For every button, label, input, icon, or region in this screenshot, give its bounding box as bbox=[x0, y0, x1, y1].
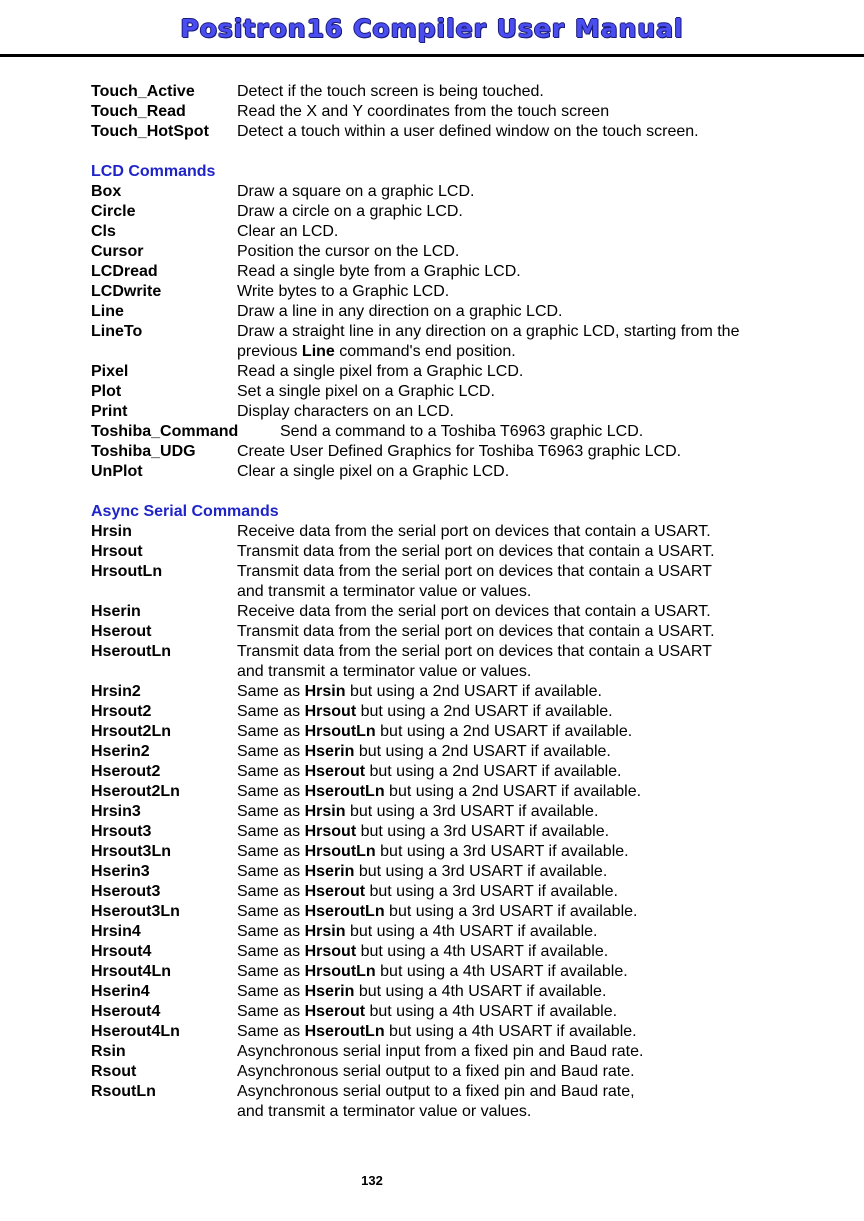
command-reference: HseroutLn bbox=[304, 903, 385, 920]
command-description bbox=[237, 322, 811, 362]
section-heading: LCD Commands bbox=[91, 163, 216, 180]
command-description bbox=[237, 742, 811, 762]
description-text: but using a 4th USART if available. bbox=[345, 923, 598, 940]
command-reference: Hserout bbox=[304, 883, 366, 900]
command-description bbox=[237, 622, 811, 642]
command-reference: Line bbox=[301, 343, 335, 360]
command-name: Toshiba_UDG bbox=[91, 443, 196, 460]
command-row bbox=[91, 742, 811, 762]
command-row bbox=[91, 402, 811, 422]
command-description bbox=[237, 282, 811, 302]
command-name: Hserout3 bbox=[91, 883, 161, 900]
command-row bbox=[91, 1042, 811, 1062]
description-text: Same as bbox=[237, 843, 305, 860]
command-description bbox=[237, 202, 811, 222]
description-text: Same as bbox=[237, 763, 305, 780]
command-description bbox=[237, 922, 811, 942]
command-row bbox=[91, 702, 811, 722]
command-row bbox=[91, 682, 811, 702]
command-description bbox=[237, 402, 811, 422]
command-name: Hrsin2 bbox=[91, 683, 141, 700]
command-row bbox=[91, 942, 811, 962]
description-text: Same as bbox=[237, 683, 305, 700]
description-text: Same as bbox=[237, 863, 305, 880]
description-text: but using a 3rd USART if available. bbox=[375, 843, 629, 860]
command-row bbox=[91, 322, 811, 362]
command-row bbox=[91, 282, 811, 302]
command-description bbox=[237, 302, 811, 322]
description-text: Same as bbox=[237, 1023, 305, 1040]
command-reference: Hrsin bbox=[304, 683, 346, 700]
description-text: Same as bbox=[237, 803, 305, 820]
command-row bbox=[91, 182, 811, 202]
command-name: Cursor bbox=[91, 243, 144, 260]
command-reference: Hserin bbox=[304, 863, 355, 880]
command-description bbox=[237, 642, 811, 682]
command-reference: Hrsout bbox=[304, 823, 357, 840]
command-description bbox=[237, 842, 811, 862]
description-text: but using a 2nd USART if available. bbox=[384, 783, 642, 800]
description-text: but using a 3rd USART if available. bbox=[365, 883, 618, 900]
command-description bbox=[237, 262, 811, 282]
command-description bbox=[237, 822, 811, 842]
command-description bbox=[237, 1002, 811, 1022]
command-row bbox=[91, 262, 811, 282]
command-description bbox=[237, 1022, 811, 1042]
command-name: Cls bbox=[91, 223, 116, 240]
command-description bbox=[237, 442, 811, 462]
command-row bbox=[91, 242, 811, 262]
command-description bbox=[237, 702, 811, 722]
command-description bbox=[237, 722, 811, 742]
command-description bbox=[237, 1062, 811, 1082]
description-text: but using a 4th USART if available. bbox=[365, 1003, 618, 1020]
command-reference: HrsoutLn bbox=[304, 963, 376, 980]
description-text: Set a single pixel on a Graphic LCD. bbox=[237, 383, 495, 400]
command-row bbox=[91, 202, 811, 222]
command-description bbox=[237, 882, 811, 902]
command-description bbox=[237, 462, 811, 482]
command-reference: Hserout bbox=[304, 1003, 366, 1020]
command-description bbox=[237, 1082, 811, 1122]
description-text: Same as bbox=[237, 943, 305, 960]
command-row bbox=[91, 622, 811, 642]
command-name: Touch_Read bbox=[91, 103, 186, 120]
description-text: but using a 4th USART if available. bbox=[384, 1023, 637, 1040]
command-name: Hrsin3 bbox=[91, 803, 141, 820]
command-reference: HrsoutLn bbox=[304, 843, 376, 860]
description-text: command's end position. bbox=[334, 343, 516, 360]
command-name: LCDwrite bbox=[91, 283, 162, 300]
command-row bbox=[91, 562, 811, 602]
command-description bbox=[237, 562, 811, 602]
command-description bbox=[237, 522, 811, 542]
command-name: Hserout2 bbox=[91, 763, 161, 780]
description-text: but using a 3rd USART if available. bbox=[354, 863, 608, 880]
description-text: but using a 2nd USART if available. bbox=[365, 763, 622, 780]
command-reference: HseroutLn bbox=[304, 1023, 385, 1040]
command-row bbox=[91, 1062, 811, 1082]
description-text: Position the cursor on the LCD. bbox=[237, 243, 460, 260]
description-text: Same as bbox=[237, 903, 305, 920]
description-text: but using a 4th USART if available. bbox=[375, 963, 628, 980]
command-description bbox=[237, 222, 811, 242]
description-text: Draw a straight line in any direction on a graphic LCD, starting from the previous bbox=[237, 323, 740, 360]
command-row bbox=[91, 862, 811, 882]
command-name: Line bbox=[91, 303, 124, 320]
description-text: Same as bbox=[237, 703, 305, 720]
description-text: but using a 2nd USART if available. bbox=[354, 743, 611, 760]
command-name: Hserout bbox=[91, 623, 152, 640]
command-description bbox=[237, 602, 811, 622]
command-name: Hrsout2 bbox=[91, 703, 152, 720]
command-row bbox=[91, 542, 811, 562]
command-description bbox=[237, 242, 811, 262]
description-text: but using a 3rd USART if available. bbox=[356, 823, 610, 840]
command-description bbox=[237, 802, 811, 822]
command-section bbox=[91, 162, 811, 482]
description-text: Draw a line in any direction on a graphic LCD. bbox=[237, 303, 563, 320]
command-row bbox=[91, 822, 811, 842]
command-list bbox=[91, 82, 811, 1122]
command-name: UnPlot bbox=[91, 463, 143, 480]
command-name: Touch_HotSpot bbox=[91, 123, 209, 140]
command-reference: Hrsin bbox=[304, 923, 346, 940]
command-row bbox=[91, 382, 811, 402]
description-text: Receive data from the serial port on devices that contain a USART. bbox=[237, 603, 711, 620]
command-name: Hrsin4 bbox=[91, 923, 141, 940]
command-name: Hrsout3 bbox=[91, 823, 152, 840]
command-name: Hserout2Ln bbox=[91, 783, 180, 800]
command-row bbox=[91, 222, 811, 242]
command-name: RsoutLn bbox=[91, 1083, 156, 1100]
command-name: Hserin2 bbox=[91, 743, 150, 760]
command-row bbox=[91, 302, 811, 322]
command-description bbox=[237, 962, 811, 982]
command-reference: HrsoutLn bbox=[304, 723, 376, 740]
command-name: Circle bbox=[91, 203, 136, 220]
command-description bbox=[237, 782, 811, 802]
page-number: 132 bbox=[361, 1173, 383, 1188]
command-description bbox=[280, 422, 811, 442]
command-description bbox=[237, 122, 811, 142]
section-heading: Async Serial Commands bbox=[91, 503, 279, 520]
command-reference: Hserout bbox=[304, 763, 366, 780]
command-description bbox=[237, 182, 811, 202]
command-row bbox=[91, 962, 811, 982]
description-text: Asynchronous serial output to a fixed pin and Baud rate. bbox=[237, 1063, 635, 1080]
description-text: Same as bbox=[237, 883, 305, 900]
command-name: Rsout bbox=[91, 1063, 137, 1080]
command-row bbox=[91, 462, 811, 482]
command-row bbox=[91, 762, 811, 782]
description-text: but using a 4th USART if available. bbox=[354, 983, 607, 1000]
command-name: Pixel bbox=[91, 363, 129, 380]
description-text: Display characters on an LCD. bbox=[237, 403, 454, 420]
command-name: Hrsin bbox=[91, 523, 132, 540]
description-text: Same as bbox=[237, 983, 305, 1000]
command-description bbox=[237, 942, 811, 962]
description-text: Transmit data from the serial port on devices that contain a USART. bbox=[237, 543, 715, 560]
command-row bbox=[91, 602, 811, 622]
command-description bbox=[237, 982, 811, 1002]
description-text: Send a command to a Toshiba T6963 graphic LCD. bbox=[280, 423, 644, 440]
description-text: Read the X and Y coordinates from the touch screen bbox=[237, 103, 610, 120]
description-text: but using a 2nd USART if available. bbox=[345, 683, 602, 700]
description-text: Same as bbox=[237, 963, 305, 980]
command-reference: Hrsin bbox=[304, 803, 346, 820]
description-text: Draw a circle on a graphic LCD. bbox=[237, 203, 463, 220]
description-text: Asynchronous serial output to a fixed pin and Baud rate, and transmit a terminator value or values. bbox=[237, 1083, 635, 1120]
command-name: Hserout4Ln bbox=[91, 1023, 180, 1040]
description-text: Transmit data from the serial port on devices that contain a USART and transmit a terminator value or values. bbox=[237, 643, 712, 680]
description-text: Clear a single pixel on a Graphic LCD. bbox=[237, 463, 510, 480]
command-name: LineTo bbox=[91, 323, 143, 340]
command-description bbox=[237, 902, 811, 922]
command-name: Hrsout4Ln bbox=[91, 963, 171, 980]
description-text: Clear an LCD. bbox=[237, 223, 339, 240]
description-text: Same as bbox=[237, 1003, 305, 1020]
command-row bbox=[91, 122, 811, 142]
description-text: Same as bbox=[237, 923, 305, 940]
description-text: Transmit data from the serial port on devices that contain a USART and transmit a terminator value or values. bbox=[237, 563, 712, 600]
command-name: Plot bbox=[91, 383, 122, 400]
description-text: but using a 4th USART if available. bbox=[356, 943, 609, 960]
description-text: Detect a touch within a user defined window on the touch screen. bbox=[237, 123, 699, 140]
command-row bbox=[91, 782, 811, 802]
command-name: Box bbox=[91, 183, 122, 200]
description-text: Asynchronous serial input from a fixed pin and Baud rate. bbox=[237, 1043, 644, 1060]
command-name: Hrsout2Ln bbox=[91, 723, 171, 740]
description-text: Same as bbox=[237, 823, 305, 840]
command-row bbox=[91, 1002, 811, 1022]
command-description bbox=[237, 102, 811, 122]
command-name: HrsoutLn bbox=[91, 563, 163, 580]
command-row bbox=[91, 1082, 811, 1122]
command-name: Hserout4 bbox=[91, 1003, 161, 1020]
command-row bbox=[91, 1022, 811, 1042]
description-text: Transmit data from the serial port on devices that contain a USART. bbox=[237, 623, 715, 640]
command-row bbox=[91, 922, 811, 942]
command-row bbox=[91, 102, 811, 122]
command-name: Hserout3Ln bbox=[91, 903, 180, 920]
command-row bbox=[91, 82, 811, 102]
command-name: Hrsout bbox=[91, 543, 143, 560]
description-text: Same as bbox=[237, 723, 305, 740]
command-description bbox=[237, 862, 811, 882]
command-name: Hserin4 bbox=[91, 983, 150, 1000]
command-row bbox=[91, 722, 811, 742]
command-description bbox=[237, 382, 811, 402]
command-name: HseroutLn bbox=[91, 643, 171, 660]
command-name: Toshiba_Command bbox=[91, 423, 239, 440]
command-description bbox=[237, 682, 811, 702]
description-text: Write bytes to a Graphic LCD. bbox=[237, 283, 450, 300]
command-name: Hserin bbox=[91, 603, 141, 620]
command-reference: Hrsout bbox=[304, 703, 357, 720]
description-text: but using a 2nd USART if available. bbox=[356, 703, 613, 720]
command-section bbox=[91, 82, 811, 142]
command-reference: HseroutLn bbox=[304, 783, 385, 800]
command-row bbox=[91, 982, 811, 1002]
page-header-title: Positron16 Compiler User Manual bbox=[180, 14, 684, 43]
command-description bbox=[237, 82, 811, 102]
command-name: Rsin bbox=[91, 1043, 126, 1060]
description-text: Create User Defined Graphics for Toshiba T6963 graphic LCD. bbox=[237, 443, 682, 460]
command-row bbox=[91, 902, 811, 922]
command-row bbox=[91, 802, 811, 822]
command-row bbox=[91, 882, 811, 902]
description-text: Read a single byte from a Graphic LCD. bbox=[237, 263, 521, 280]
description-text: but using a 2nd USART if available. bbox=[375, 723, 633, 740]
command-description bbox=[237, 362, 811, 382]
command-name: LCDread bbox=[91, 263, 158, 280]
header-rule bbox=[0, 54, 864, 57]
command-row bbox=[91, 442, 811, 462]
description-text: Receive data from the serial port on devices that contain a USART. bbox=[237, 523, 711, 540]
command-name: Print bbox=[91, 403, 128, 420]
command-name: Hrsout3Ln bbox=[91, 843, 171, 860]
command-reference: Hrsout bbox=[304, 943, 357, 960]
command-description bbox=[237, 1042, 811, 1062]
command-name: Hrsout4 bbox=[91, 943, 152, 960]
description-text: but using a 3rd USART if available. bbox=[345, 803, 599, 820]
command-reference: Hserin bbox=[304, 983, 355, 1000]
command-reference: Hserin bbox=[304, 743, 355, 760]
description-text: Same as bbox=[237, 743, 305, 760]
description-text: Detect if the touch screen is being touched. bbox=[237, 83, 544, 100]
command-row bbox=[91, 362, 811, 382]
command-name: Hserin3 bbox=[91, 863, 150, 880]
description-text: Read a single pixel from a Graphic LCD. bbox=[237, 363, 524, 380]
command-row bbox=[91, 422, 811, 442]
command-row bbox=[91, 842, 811, 862]
command-description bbox=[237, 762, 811, 782]
command-row bbox=[91, 642, 811, 682]
command-name: Touch_Active bbox=[91, 83, 195, 100]
description-text: but using a 3rd USART if available. bbox=[384, 903, 638, 920]
command-section bbox=[91, 502, 811, 1122]
description-text: Same as bbox=[237, 783, 305, 800]
command-description bbox=[237, 542, 811, 562]
command-row bbox=[91, 522, 811, 542]
description-text: Draw a square on a graphic LCD. bbox=[237, 183, 475, 200]
